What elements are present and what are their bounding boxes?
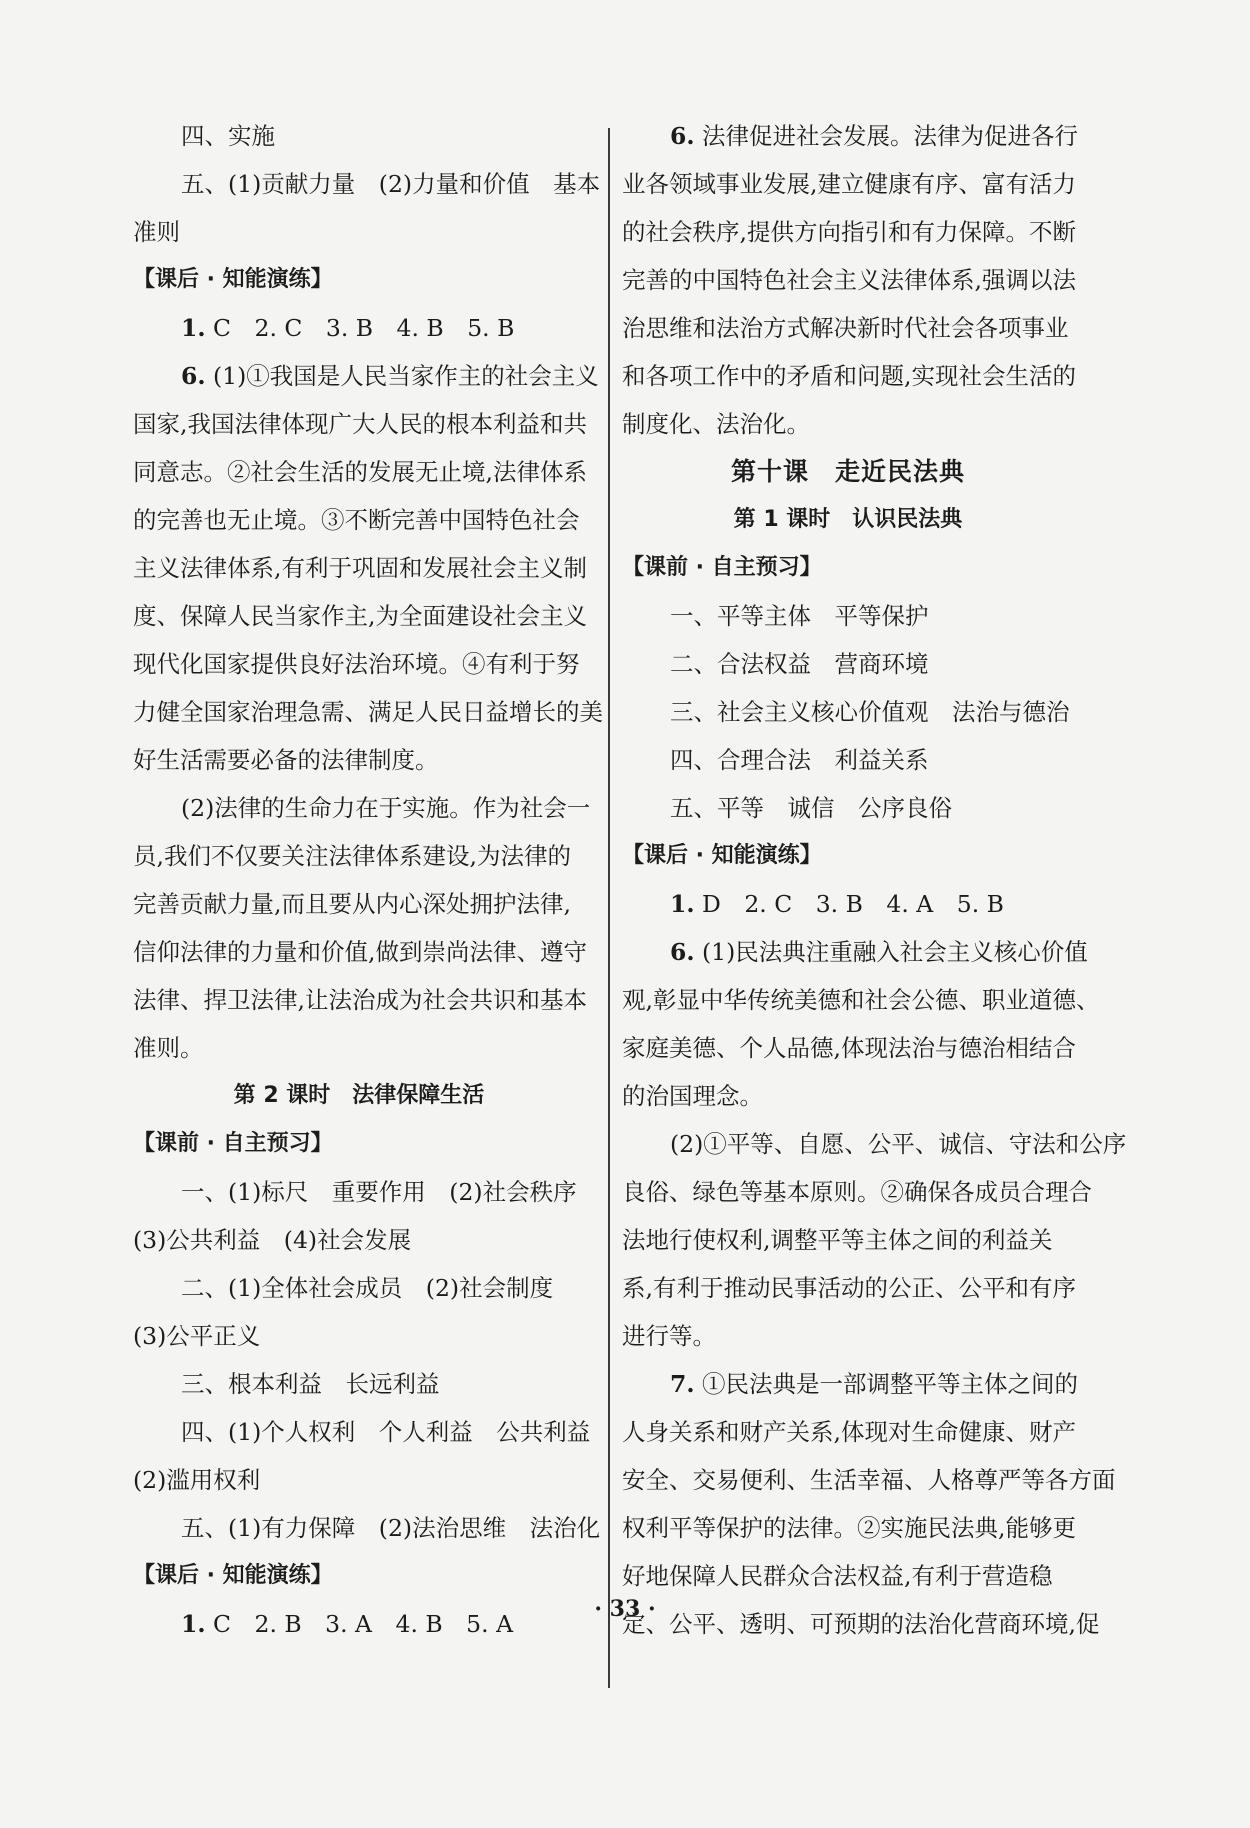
text-line: 和各项工作中的矛盾和问题,实现社会生活的 [622,362,1076,390]
question-number: 1. [181,314,206,342]
text-line: 员,我们不仅要关注法律体系建设,为法律的 [133,842,571,870]
section-heading: 【课后 · 知能演练】 [133,1563,333,1588]
page-number: · 33 · [594,1596,656,1622]
text-line: 1. C 2. B 3. A 4. B 5. A [181,1610,514,1638]
text-line: 6. (1)民法典注重融入社会主义核心价值 [670,938,1088,966]
text-line: 进行等。 [622,1322,716,1350]
text-line: 法律、捍卫法律,让法治成为社会共识和基本 [133,986,587,1014]
text-line: 人身关系和财产关系,体现对生命健康、财产 [622,1418,1076,1446]
text-line: 三、根本利益 长远利益 [181,1370,440,1398]
column-divider [608,128,610,1688]
text-line: 一、(1)标尺 重要作用 (2)社会秩序 [181,1178,577,1206]
text-line: 同意志。②社会生活的发展无止境,法律体系 [133,458,587,486]
text-line: 家庭美德、个人品德,体现法治与德治相结合 [622,1034,1076,1062]
text-line: 一、平等主体 平等保护 [670,602,929,630]
left-column [133,112,603,1648]
text-line: 业各领域事业发展,建立健康有序、富有活力 [622,170,1076,198]
text-line: 度、保障人民当家作主,为全面建设社会主义 [133,602,587,630]
right-column [622,112,1127,1648]
text-line: 准则。 [133,1034,204,1062]
text-line: 6. (1)①我国是人民当家作主的社会主义 [181,362,599,390]
period-title: 第 2 课时 法律保障生活 [233,1083,485,1108]
text-line: 完善的中国特色社会主义法律体系,强调以法 [622,266,1076,294]
text-line: 6. 法律促进社会发展。法律为促进各行 [670,122,1079,150]
question-number: 6. [181,362,206,390]
text-line: 四、(1)个人权利 个人利益 公共利益 [181,1418,591,1446]
section-heading: 【课前 · 自主预习】 [622,555,822,580]
text-line: 1. C 2. C 3. B 4. B 5. B [181,314,515,342]
text-line: (2)①平等、自愿、公平、诚信、守法和公序 [670,1130,1127,1158]
text-line: 定、公平、透明、可预期的法治化营商环境,促 [622,1610,1100,1638]
lesson-title: 第十课 走近民法典 [730,457,965,486]
text-line: 四、合理合法 利益关系 [670,746,929,774]
text-line: 好地保障人民群众合法权益,有利于营造稳 [622,1562,1053,1590]
text-line: 权利平等保护的法律。②实施民法典,能够更 [622,1514,1076,1542]
text-line: 好生活需要必备的法律制度。 [133,746,439,774]
text-line: 的治国理念。 [622,1082,763,1110]
text-line: (3)公平正义 [133,1322,261,1350]
section-heading: 【课后 · 知能演练】 [622,843,822,868]
text-line: 系,有利于推动民事活动的公正、公平和有序 [622,1274,1076,1302]
text-line: 1. D 2. C 3. B 4. A 5. B [670,890,1004,918]
text-line: 法地行使权利,调整平等主体之间的利益关 [622,1226,1053,1254]
text-line: 三、社会主义核心价值观 法治与德治 [670,698,1070,726]
text-line: (2)法律的生命力在于实施。作为社会一 [181,794,591,822]
text-line: 良俗、绿色等基本原则。②确保各成员合理合 [622,1178,1092,1206]
text-line: 制度化、法治化。 [622,410,810,438]
question-number: 6. [670,938,695,966]
section-heading: 【课后 · 知能演练】 [133,267,333,292]
text-line: (3)公共利益 (4)社会发展 [133,1226,412,1254]
text-line: 五、(1)贡献力量 (2)力量和价值 基本 [181,170,601,198]
question-number: 1. [181,1610,206,1638]
text-line: (2)滥用权利 [133,1466,261,1494]
text-line: 现代化国家提供良好法治环境。④有利于努 [133,650,580,678]
text-line: 主义法律体系,有利于巩固和发展社会主义制 [133,554,587,582]
text-line: 五、平等 诚信 公序良俗 [670,794,952,822]
text-line: 二、(1)全体社会成员 (2)社会制度 [181,1274,554,1302]
text-line: 四、实施 [181,122,275,150]
text-line: 准则 [133,218,180,246]
text-line: 五、(1)有力保障 (2)法治思维 法治化 [181,1514,601,1542]
text-line: 力健全国家治理急需、满足人民日益增长的美 [133,698,603,726]
text-line: 治思维和法治方式解决新时代社会各项事业 [622,314,1069,342]
section-heading: 【课前 · 自主预习】 [133,1131,333,1156]
question-number: 6. [670,122,695,150]
text-line: 7. ①民法典是一部调整平等主体之间的 [670,1370,1079,1398]
period-title: 第 1 课时 认识民法典 [733,507,963,532]
text-line: 完善贡献力量,而且要从内心深处拥护法律, [133,890,571,918]
text-line: 二、合法权益 营商环境 [670,650,929,678]
text-line: 的完善也无止境。③不断完善中国特色社会 [133,506,580,534]
text-line: 观,彰显中华传统美德和社会公德、职业道德、 [622,986,1100,1014]
question-number: 7. [670,1370,695,1398]
text-line: 信仰法律的力量和价值,做到崇尚法律、遵守 [133,938,587,966]
text-line: 国家,我国法律体现广大人民的根本利益和共 [133,410,587,438]
text-line: 的社会秩序,提供方向指引和有力保障。不断 [622,218,1076,246]
question-number: 1. [670,890,695,918]
text-line: 安全、交易便利、生活幸福、人格尊严等各方面 [622,1466,1116,1494]
